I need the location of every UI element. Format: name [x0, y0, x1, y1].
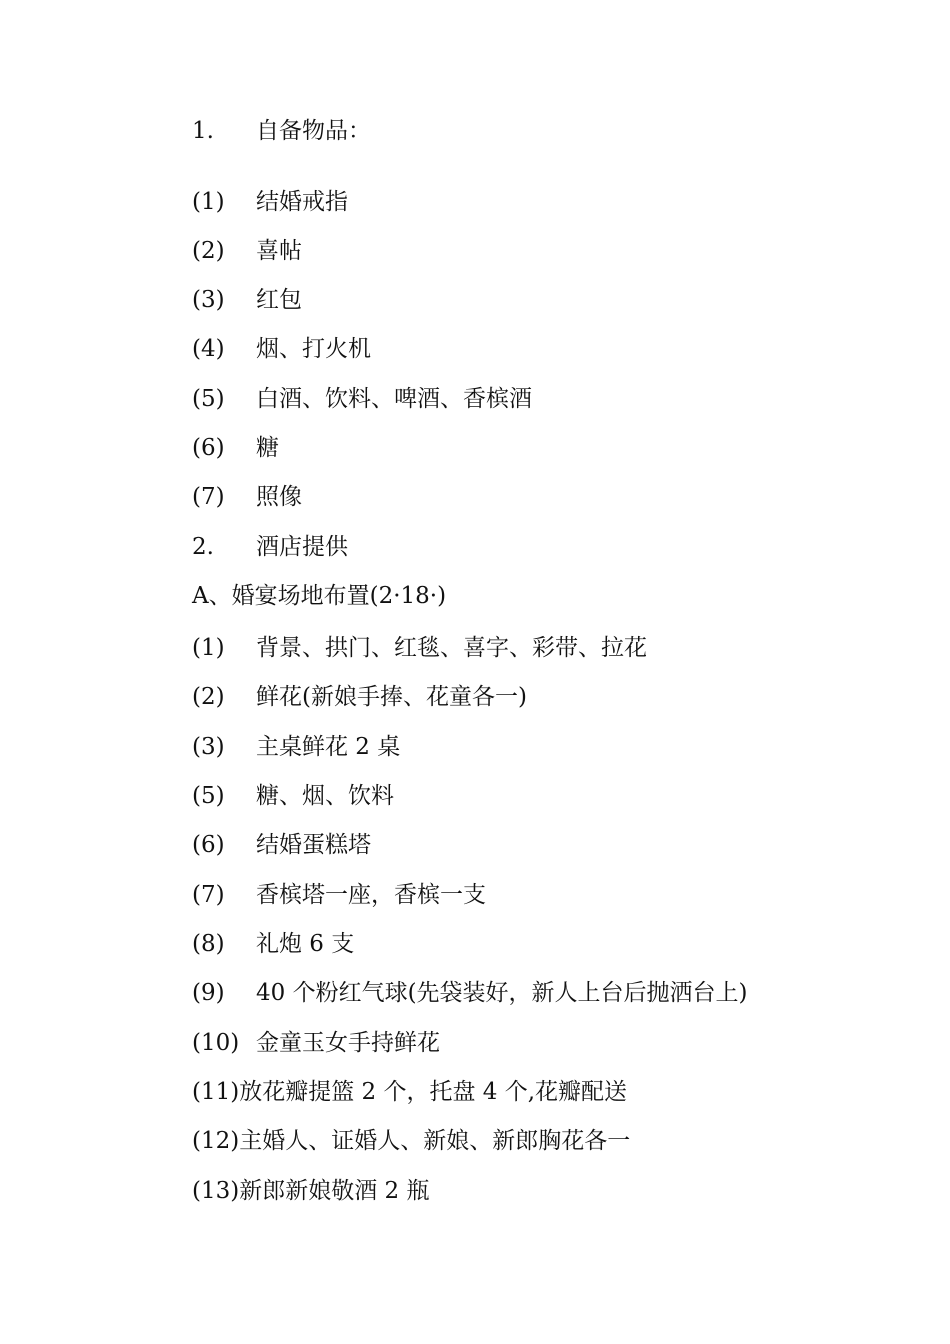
item-number: (6): [192, 832, 225, 858]
item-text: 鲜花(新娘手捧、花童各一): [256, 684, 527, 710]
list-item: [192, 383, 532, 415]
list-item: [192, 1076, 627, 1108]
subsection-heading: [192, 580, 446, 612]
item-text: A、婚宴场地布置(2·18·): [192, 583, 447, 609]
item-text: 烟、打火机: [256, 336, 371, 362]
item-text: 香槟塔一座，香槟一支: [256, 882, 486, 908]
item-text: 背景、拱门、红毯、喜字、彩带、拉花: [256, 635, 647, 661]
item-number: (12): [192, 1128, 240, 1154]
item-number: (4): [192, 336, 225, 362]
item-text: 白酒、饮料、啤酒、香槟酒: [256, 386, 532, 412]
item-text: 红包: [256, 287, 302, 313]
item-number: (3): [192, 734, 225, 760]
item-text: 新郎新娘敬酒 2 瓶: [239, 1178, 430, 1204]
list-item: [192, 632, 647, 664]
list-item: [192, 235, 302, 267]
item-number: (6): [192, 435, 225, 461]
list-item: [192, 1027, 440, 1059]
item-text: 照像: [256, 484, 302, 510]
item-number: (5): [192, 783, 225, 809]
item-number: (2): [192, 238, 225, 264]
list-item: [192, 731, 400, 763]
section-heading-1: [192, 115, 371, 147]
item-number: (11): [192, 1079, 240, 1105]
item-number: (10): [192, 1030, 240, 1056]
list-item: [192, 284, 302, 316]
section-heading-2: [192, 531, 348, 563]
item-text: 40 个粉红气球(先袋装好，新人上台后抛洒台上): [256, 980, 748, 1006]
list-item: [192, 977, 748, 1009]
item-number: (5): [192, 386, 225, 412]
item-text: 糖、烟、饮料: [256, 783, 394, 809]
item-text: 礼炮 6 支: [256, 931, 355, 957]
list-item: [192, 186, 348, 218]
item-text: 主桌鲜花 2 桌: [256, 734, 401, 760]
list-item: [192, 1125, 630, 1157]
item-number: (9): [192, 980, 225, 1006]
item-text: 自备物品：: [256, 118, 371, 144]
item-number: (3): [192, 287, 225, 313]
list-item: [192, 928, 354, 960]
item-number: (2): [192, 684, 225, 710]
item-number: (1): [192, 189, 225, 215]
item-text: 金童玉女手持鲜花: [256, 1030, 440, 1056]
list-item: [192, 333, 371, 365]
item-text: 糖: [256, 435, 279, 461]
list-item: [192, 481, 302, 513]
item-number: (1): [192, 635, 225, 661]
list-item: [192, 780, 394, 812]
list-item: [192, 1175, 429, 1207]
item-number: (7): [192, 484, 225, 510]
item-text: 放花瓣提篮 2 个，托盘 4 个,花瓣配送: [239, 1079, 628, 1105]
list-item: [192, 681, 527, 713]
list-item: [192, 879, 486, 911]
list-item: [192, 829, 371, 861]
item-number: (7): [192, 882, 225, 908]
item-text: 结婚蛋糕塔: [256, 832, 371, 858]
item-number: (8): [192, 931, 225, 957]
item-number: 1.: [192, 118, 214, 144]
item-text: 结婚戒指: [256, 189, 348, 215]
list-item: [192, 432, 279, 464]
item-text: 喜帖: [256, 238, 302, 264]
item-text: 主婚人、证婚人、新娘、新郎胸花各一: [239, 1128, 631, 1154]
item-text: 酒店提供: [256, 534, 348, 560]
item-number: (13): [192, 1178, 240, 1204]
item-number: 2.: [192, 534, 214, 560]
